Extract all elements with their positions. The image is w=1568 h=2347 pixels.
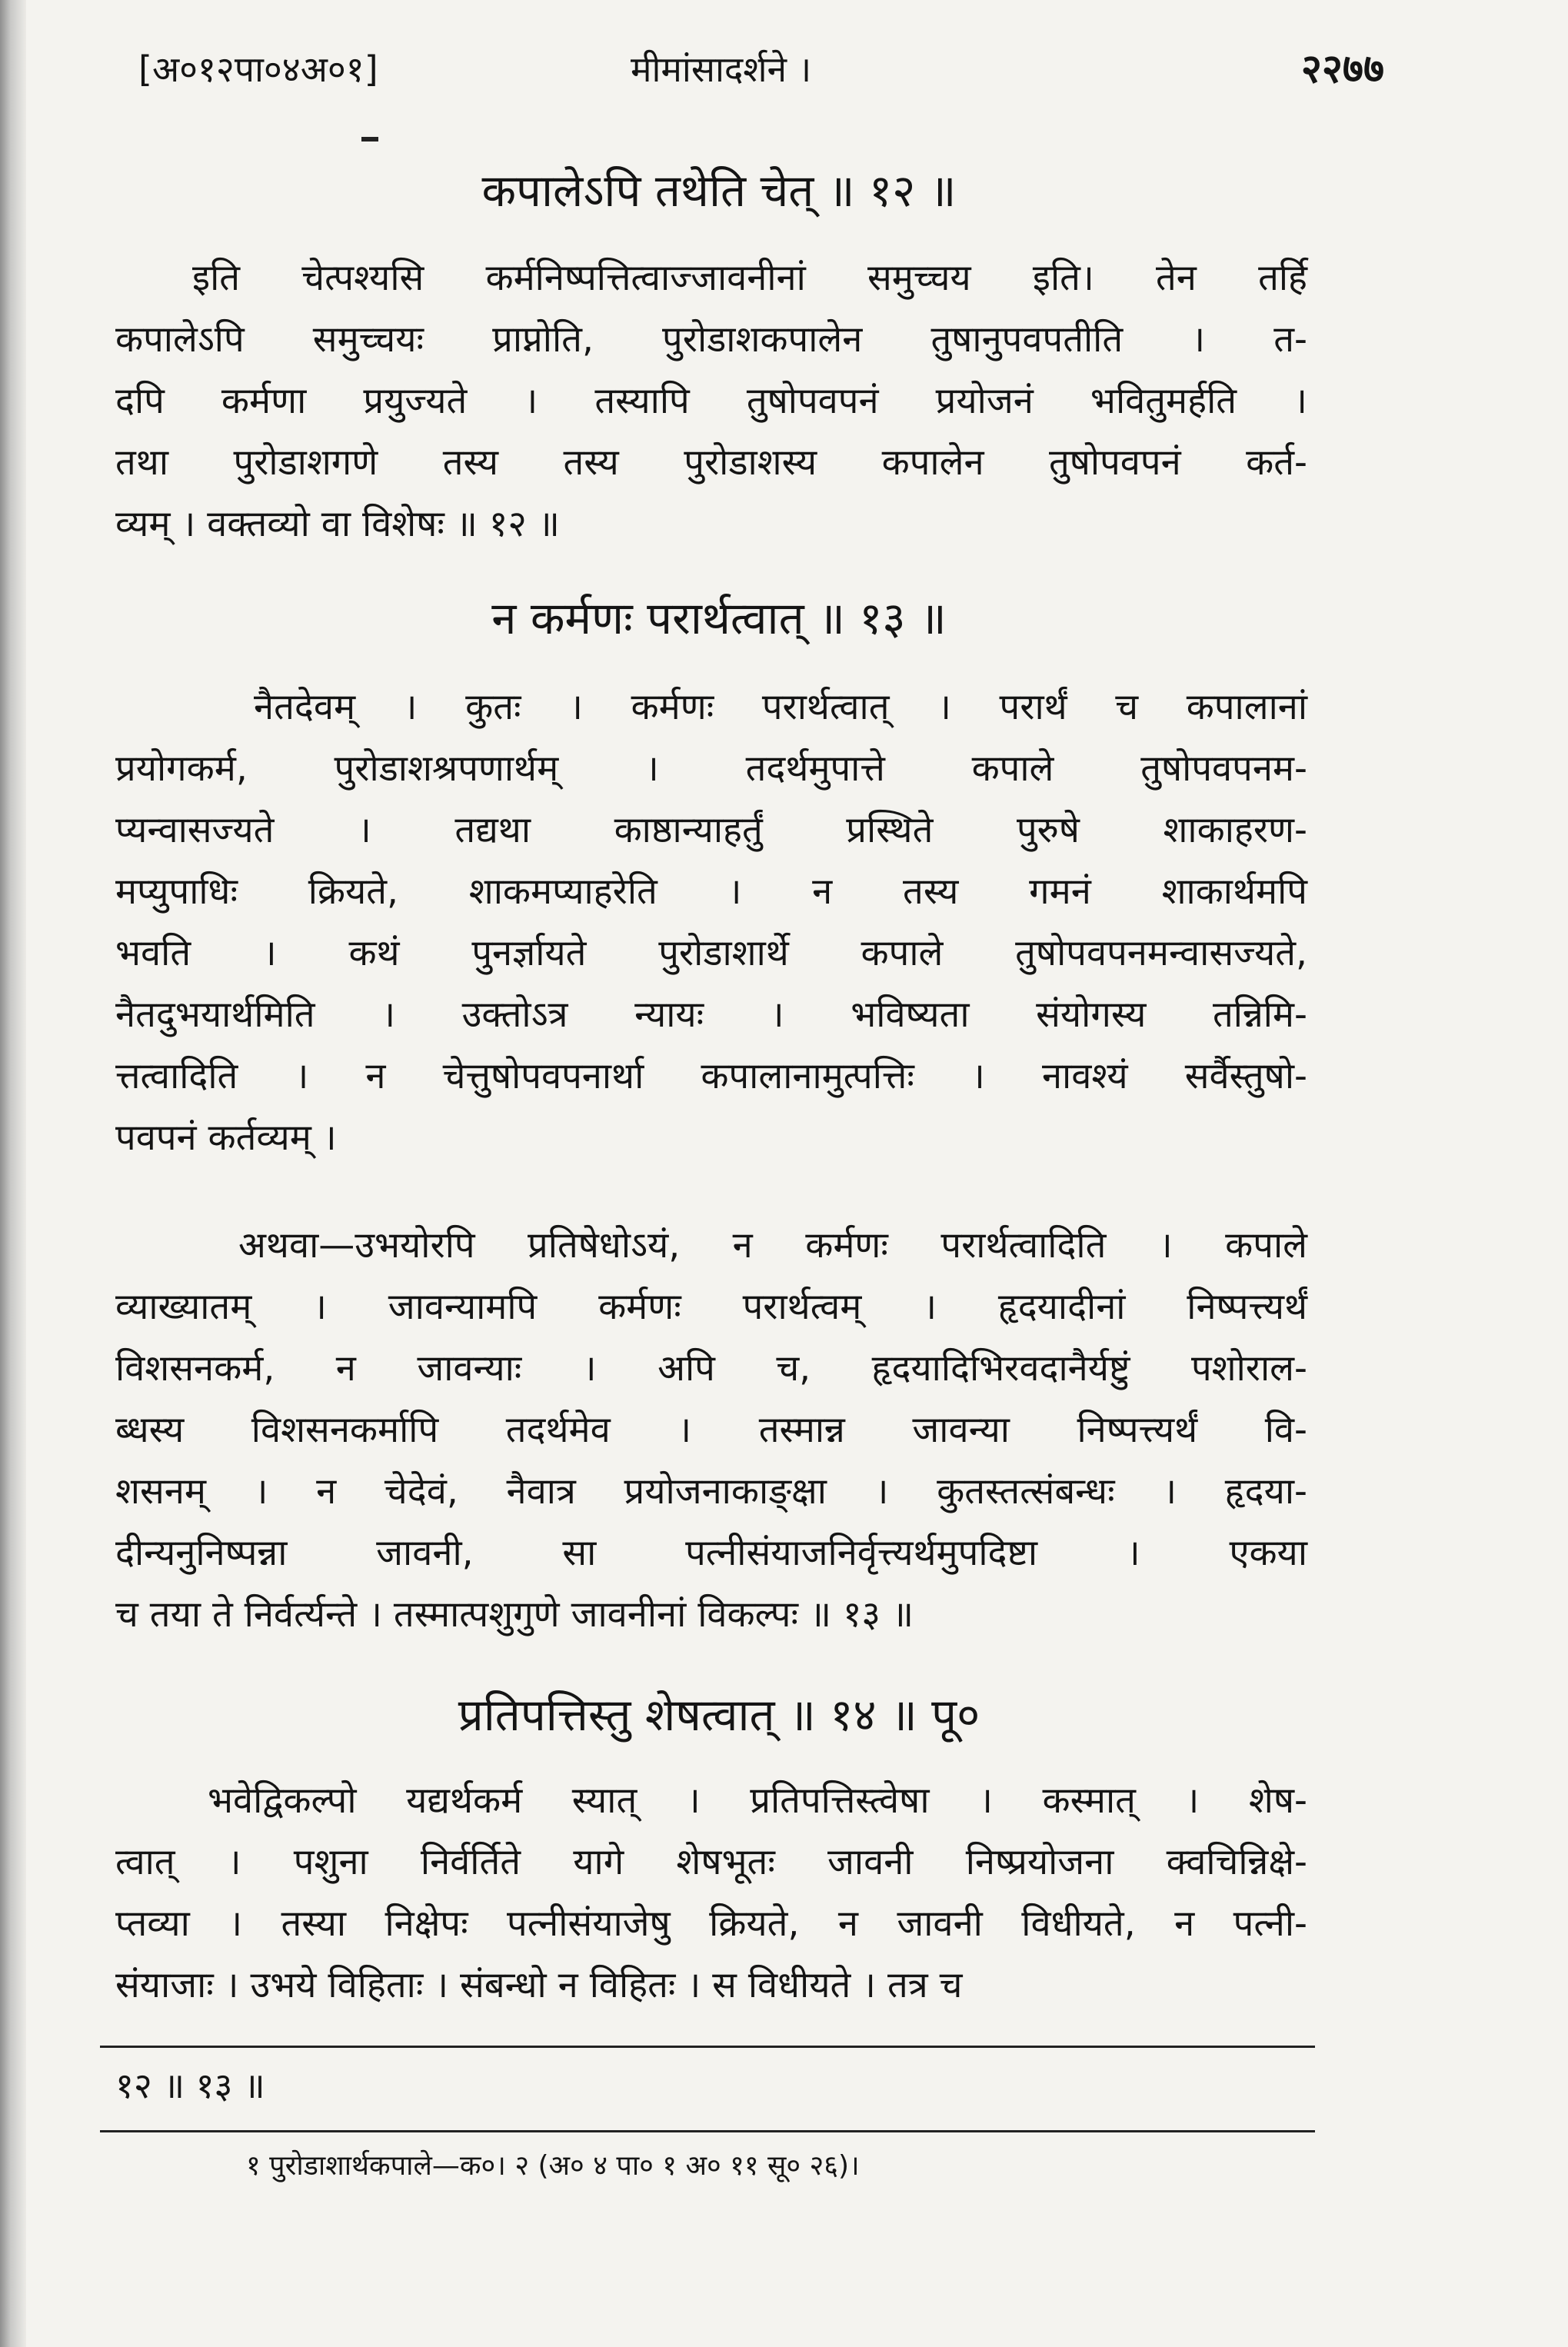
footnote: १ पुरोडाशार्थकपाले—क०। २ (अ० ४ पा० १ अ० ११ सू० २६)।	[246, 2150, 860, 2182]
sutra-heading-13: न कर्मणः परार्थत्वात् ॥ १३ ॥	[491, 592, 947, 644]
text-line: व्याख्यातम् । जावन्यामपि कर्मणः परार्थत्वम् । हृदयादीनां निष्पत्त्यर्थं	[115, 1286, 1307, 1328]
text-line: भवेद्विकल्पो यद्यर्थकर्म स्यात् । प्रतिपत्तिस्त्वेषा । कस्मात् । शेष-	[208, 1779, 1307, 1822]
commentary-paragraph-13	[115, 677, 1307, 1169]
footer-rule-top	[100, 2046, 1315, 2048]
print-mark	[361, 137, 378, 141]
text-line: कपालेऽपि समुच्चयः प्राप्नोति, पुरोडाशकपालेन तुषानुपवपतीति । त-	[115, 318, 1307, 361]
commentary-paragraph-14	[115, 1770, 1307, 2016]
text-line: च तया ते निर्वर्त्यन्ते । तस्मात्पशुगुणे जावनीनां विकल्पः ॥ १३ ॥	[115, 1593, 914, 1636]
text-line: तथा पुरोडाशगणे तस्य तस्य पुरोडाशस्य कपालेन तुषोपवपनं कर्त-	[115, 441, 1307, 484]
commentary-paragraph-13-alt	[115, 1215, 1307, 1646]
text-line: व्यम् । वक्तव्यो वा विशेषः ॥ १२ ॥	[115, 503, 560, 545]
text-line: इति चेत्पश्यसि कर्मनिष्पत्तित्वाज्जावनीनां समुच्चय इति। तेन तर्हि	[192, 257, 1307, 299]
commentary-paragraph-12	[115, 248, 1307, 555]
chapter-reference: [अ०१२पा०४अ०१]	[138, 48, 378, 90]
text-line: शसनम् । न चेदेवं, नैवात्र प्रयोजनाकाङ्क्षा । कुतस्तत्संबन्धः । हृदया-	[115, 1470, 1307, 1513]
sutra-heading-12: कपालेऽपि तथेति चेत् ॥ १२ ॥	[481, 165, 957, 217]
continued-sutra-numbers: १२ ॥ १३ ॥	[115, 2065, 265, 2106]
text-line: प्तव्या । तस्या निक्षेपः पत्नीसंयाजेषु क्रियते, न जावनी विधीयते, न पत्नी-	[115, 1903, 1307, 1945]
footer-rule-bottom	[100, 2130, 1315, 2132]
text-line: प्यन्वासज्यते । तद्यथा काष्ठान्याहर्तुं प्रस्थिते पुरुषे शाकाहरण-	[115, 809, 1307, 851]
text-line: दपि कर्मणा प्रयुज्यते । तस्यापि तुषोपवपनं प्रयोजनं भवितुमर्हति ।	[115, 380, 1307, 422]
text-line: पवपनं कर्तव्यम् ।	[115, 1117, 337, 1159]
text-line: अथवा—उभयोरपि प्रतिषेधोऽयं, न कर्मणः परार्थत्वादिति । कपाले	[238, 1224, 1307, 1267]
text-line: मप्युपाधिः क्रियते, शाकमप्याहरेति । न तस्य गमनं शाकार्थमपि	[115, 871, 1307, 913]
page-number: २२७७	[1300, 46, 1384, 92]
sutra-heading-14: प्रतिपत्तिस्तु शेषत्वात् ॥ १४ ॥ पू०	[458, 1689, 980, 1741]
text-line: त्तत्वादिति । न चेत्तुषोपवपनार्था कपालानामुत्पत्तिः । नावश्यं सर्वैस्तुषो-	[115, 1055, 1307, 1097]
text-line: संयाजाः । उभये विहिताः । संबन्धो न विहितः । स विधीयते । तत्र च	[115, 1964, 963, 2006]
text-line: प्रयोगकर्म, पुरोडाशश्रपणार्थम् । तदर्थमुपात्ते कपाले तुषोपवपनम-	[115, 747, 1307, 790]
text-line: विशसनकर्म, न जावन्याः । अपि च, हृदयादिभिरवदानैर्यष्टुं पशोराल-	[115, 1347, 1307, 1390]
text-line: त्वात् । पशुना निर्वर्तिते यागे शेषभूतः जावनी निष्प्रयोजना क्वचिन्निक्षे-	[115, 1841, 1307, 1883]
text-line: नैतदुभयार्थमिति । उक्तोऽत्र न्यायः । भविष्यता संयोगस्य तन्निमि-	[115, 994, 1307, 1036]
text-line: भवति । कथं पुनर्ज्ञायते पुरोडाशार्थे कपाले तुषोपवपनमन्वासज्यते,	[115, 932, 1307, 974]
book-title: मीमांसादर्शने ।	[631, 48, 812, 90]
text-line: दीन्यनुनिष्पन्ना जावनी, सा पत्नीसंयाजनिर्वृत्त्यर्थमुपदिष्टा । एकया	[115, 1532, 1307, 1574]
text-line: नैतदेवम् । कुतः । कर्मणः परार्थत्वात् । परार्थं च कपालानां	[254, 686, 1307, 728]
running-header	[138, 37, 1384, 106]
text-line: ब्धस्य विशसनकर्मापि तदर्थमेव । तस्मान्न जावन्या निष्पत्त्यर्थं वि-	[115, 1409, 1307, 1451]
